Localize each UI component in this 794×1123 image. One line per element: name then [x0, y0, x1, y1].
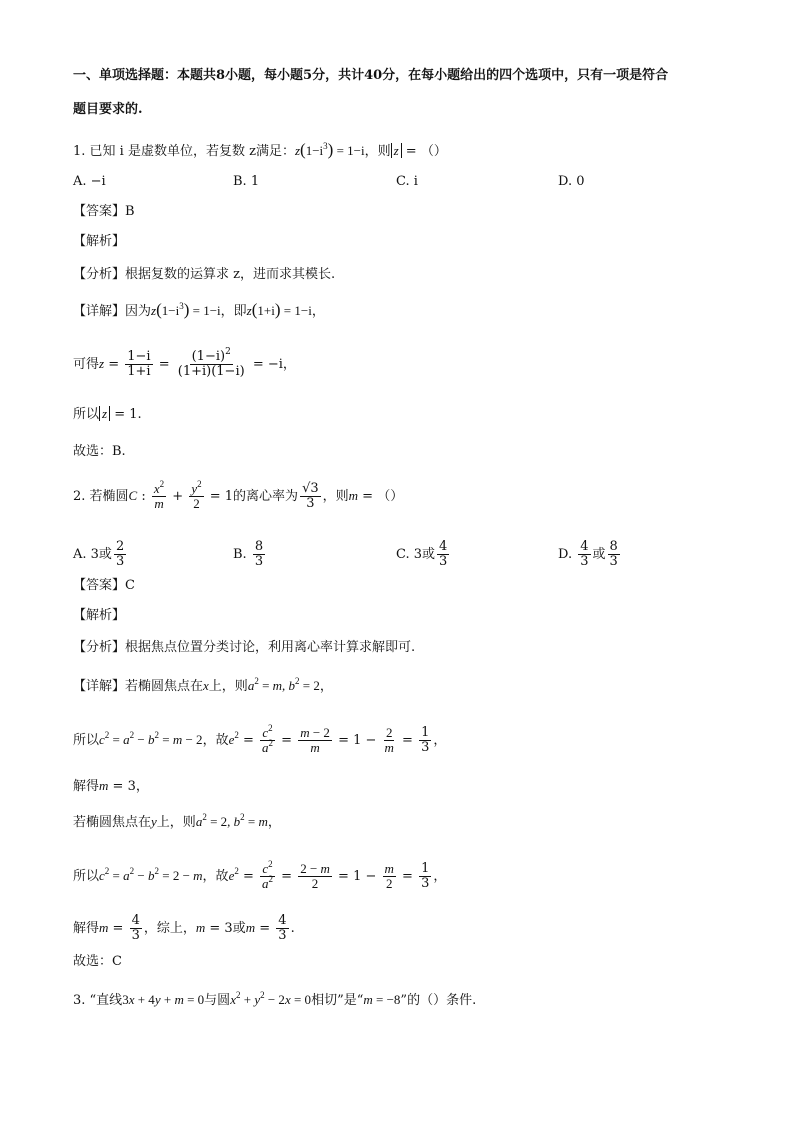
q1-guxuan: 故选：B. [73, 444, 126, 459]
q2-jiede-1: 解得m = 3， [73, 778, 149, 794]
q2-guxuan: 故选：C [73, 954, 122, 969]
section-heading-cont: 题目要求的. [73, 102, 143, 117]
q2-analysis-label: 【解析】 [73, 608, 126, 623]
q1-detail: 【详解】因为$z(1-i^3) = 1-i$，即z(1+i) = 1−i， [73, 300, 325, 319]
q2-answer: 【答案】C [73, 578, 135, 593]
section-heading: 一、单项选择题：本题共8小题，每小题5分，共计40分，在每小题给出的四个选项中，只有一项是符合 [73, 68, 669, 83]
q2-jiede-2: 解得m = $\frac{4}{3}$ ，综上，m = 3或m = $\frac{4}{3}$ . [73, 913, 295, 943]
q1-suoyi: 所以 z = 1. [73, 406, 142, 422]
q2-fenxi: 【分析】根据焦点位置分类讨论，利用离心率计算求解即可. [73, 640, 416, 655]
question-2-stem: 2. 若椭圆C : $\frac{x^2}{m}$ + $\frac{y^2}{2}$ = 1的离心率为 $\frac{√3}{3}$ ，则m = （） [73, 479, 404, 511]
q1-analysis-label: 【解析】 [73, 234, 126, 249]
q2-detail: 【详解】若椭圆焦点在x上，则$a^2 = m$, $b^2 = 2$， [73, 676, 333, 694]
question-3-stem: 3. “直线3x + 4y + m = 0与圆$x^2 + y^2 - 2x = 0$相切”是“m = −8”的（）条件. [73, 990, 477, 1008]
q1-kede: 可得z = $\frac{1-i}{1+i}$ = $\frac{(1-i)^2}{(1+i)(1-i)}$ = −i， [73, 347, 296, 379]
q2-suoyi-2: 所以$c^2 = a^2 - b^2 = 2 - m$，故$e^2$ = $\frac{c^2}{a^2}$ = $\frac{2 - m}{2}$ = 1 − $\frac{m}{2}$ = $\frac{1}{3}$ ， [73, 859, 447, 891]
q2-option-c: C. 3或 $\frac{4}{3}$ [396, 539, 448, 569]
q1-answer: 【答案】B [73, 204, 135, 219]
q1-option-d: D. 0 [558, 174, 585, 189]
q1-option-a: A. −i [73, 174, 106, 189]
q2-option-b: B. $\frac{8}{3}$ [233, 539, 264, 569]
q1-fenxi: 【分析】根据复数的运算求 z，进而求其模长. [73, 267, 336, 282]
q2-case-2: 若椭圆焦点在y上，则$a^2 = 2$, $b^2 = m$， [73, 812, 281, 830]
q2-suoyi-1: 所以$c^2 = a^2 - b^2 = m - 2$，故$e^2$ = $\frac{c^2}{a^2}$ = $\frac{m - 2}{m}$ = 1 − $\frac{2}{m}$ = $\frac{1}{3}$ ， [73, 723, 447, 755]
q1-option-b: B. 1 [233, 174, 260, 189]
q2-option-a: A. 3或 $\frac{2}{3}$ [73, 539, 125, 569]
q1-option-c: C. i [396, 174, 418, 189]
q2-option-d: D. $\frac{4}{3}$ 或 $\frac{8}{3}$ [558, 539, 618, 569]
question-1-stem: 1. 已知 i 是虚数单位，若复数 z满足：$z(1-i^3) = 1-i$，则 z = （） [73, 140, 447, 159]
